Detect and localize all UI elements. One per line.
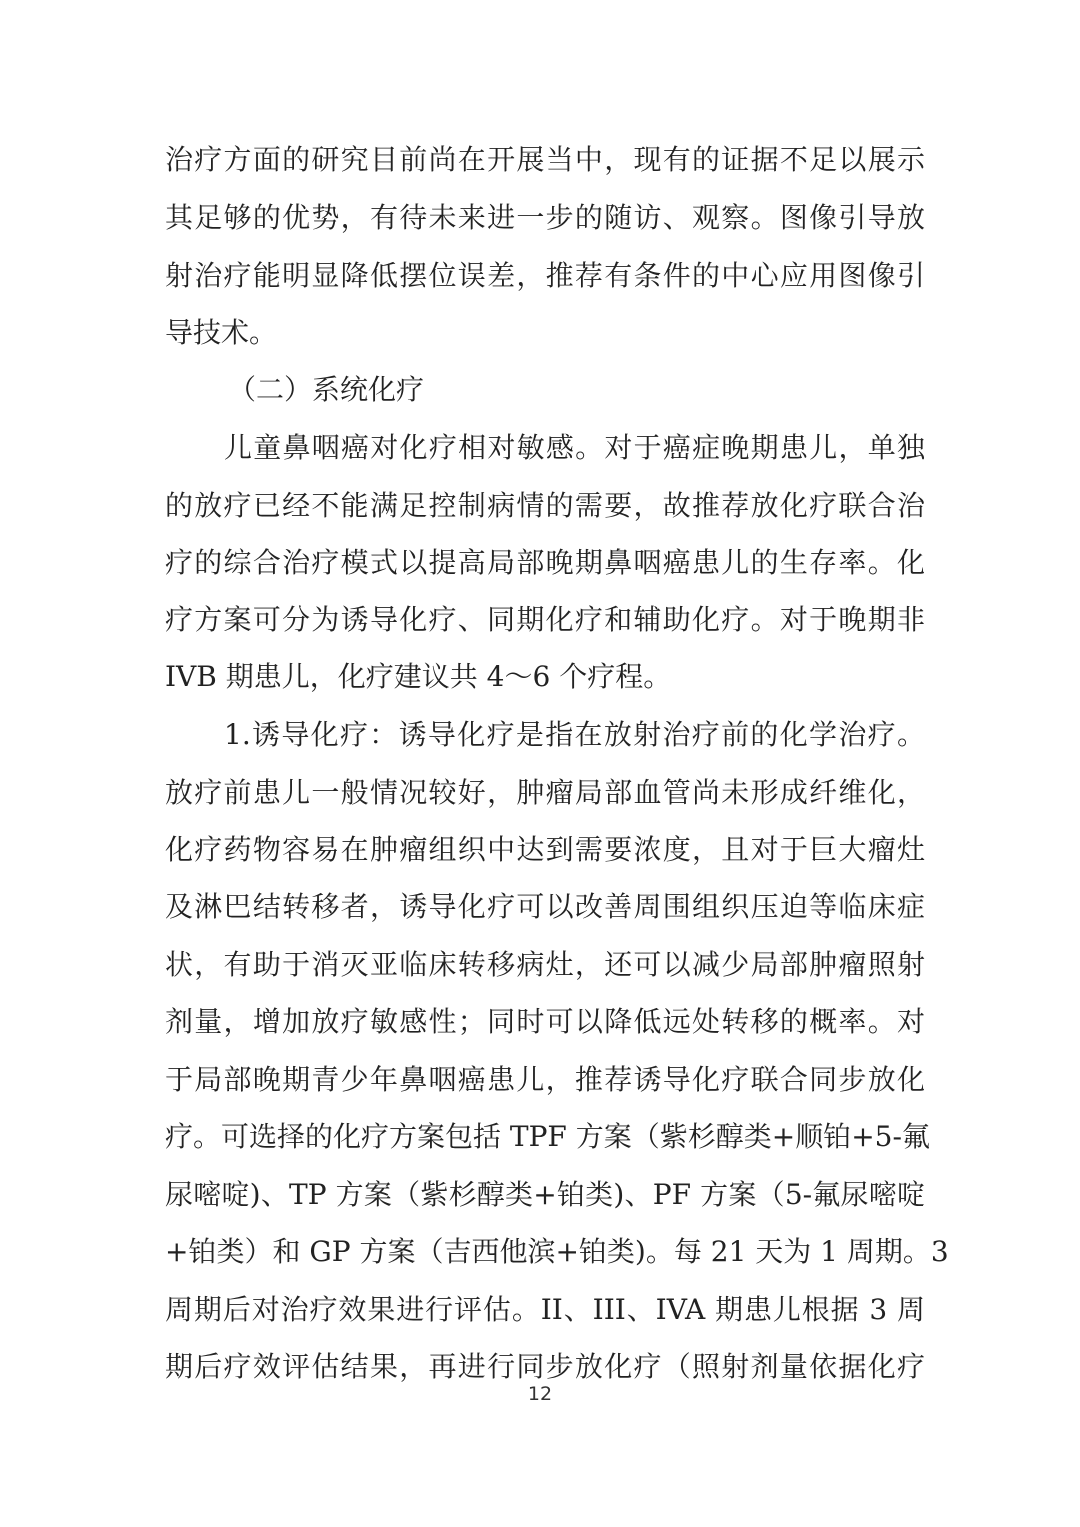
- page-number: 12: [527, 1383, 553, 1405]
- paragraph-line: 射治疗能明显降低摆位误差，推荐有条件的中心应用图像引: [165, 259, 925, 292]
- paragraph-line: 的放疗已经不能满足控制病情的需要，故推荐放化疗联合治: [165, 489, 925, 522]
- paragraph-line: 1.诱导化疗：诱导化疗是指在放射治疗前的化学治疗。: [224, 718, 925, 751]
- paragraph-line: 化疗药物容易在肿瘤组织中达到需要浓度，且对于巨大瘤灶: [165, 833, 925, 866]
- paragraph-line: +铂类）和 GP 方案（吉西他滨+铂类)。每 21 天为 1 周期。3: [165, 1235, 949, 1268]
- paragraph-line: IVB 期患儿，化疗建议共 4～6 个疗程。: [165, 660, 672, 693]
- paragraph-line: 放疗前患儿一般情况较好，肿瘤局部血管尚未形成纤维化，: [165, 776, 925, 809]
- paragraph-line: 儿童鼻咽癌对化疗相对敏感。对于癌症晚期患儿，单独: [224, 431, 925, 464]
- section-heading: （二）系统化疗: [228, 373, 425, 406]
- paragraph-line: 疗的综合治疗模式以提高局部晚期鼻咽癌患儿的生存率。化: [165, 546, 925, 579]
- paragraph-line: 疗。可选择的化疗方案包括 TPF 方案（紫杉醇类+顺铂+5-氟: [165, 1120, 930, 1153]
- paragraph-line: 期后疗效评估结果，再进行同步放化疗（照射剂量依据化疗: [165, 1350, 925, 1383]
- paragraph-line: 其足够的优势，有待未来进一步的随访、观察。图像引导放: [165, 201, 925, 234]
- paragraph-line: 状，有助于消灭亚临床转移病灶，还可以减少局部肿瘤照射: [165, 948, 925, 981]
- paragraph-line: 疗方案可分为诱导化疗、同期化疗和辅助化疗。对于晚期非: [165, 603, 925, 636]
- paragraph-line: 及淋巴结转移者，诱导化疗可以改善周围组织压迫等临床症: [165, 890, 925, 923]
- paragraph-line: 导技术。: [165, 316, 278, 349]
- paragraph-line: 于局部晚期青少年鼻咽癌患儿，推荐诱导化疗联合同步放化: [165, 1063, 925, 1096]
- paragraph-line: 剂量，增加放疗敏感性；同时可以降低远处转移的概率。对: [165, 1005, 925, 1038]
- paragraph-line: 治疗方面的研究目前尚在开展当中，现有的证据不足以展示: [165, 143, 925, 176]
- paragraph-line: 尿嘧啶)、TP 方案（紫杉醇类+铂类)、PF 方案（5-氟尿嘧啶: [165, 1178, 925, 1211]
- paragraph-line: 周期后对治疗效果进行评估。II、III、IVA 期患儿根据 3 周: [165, 1293, 925, 1326]
